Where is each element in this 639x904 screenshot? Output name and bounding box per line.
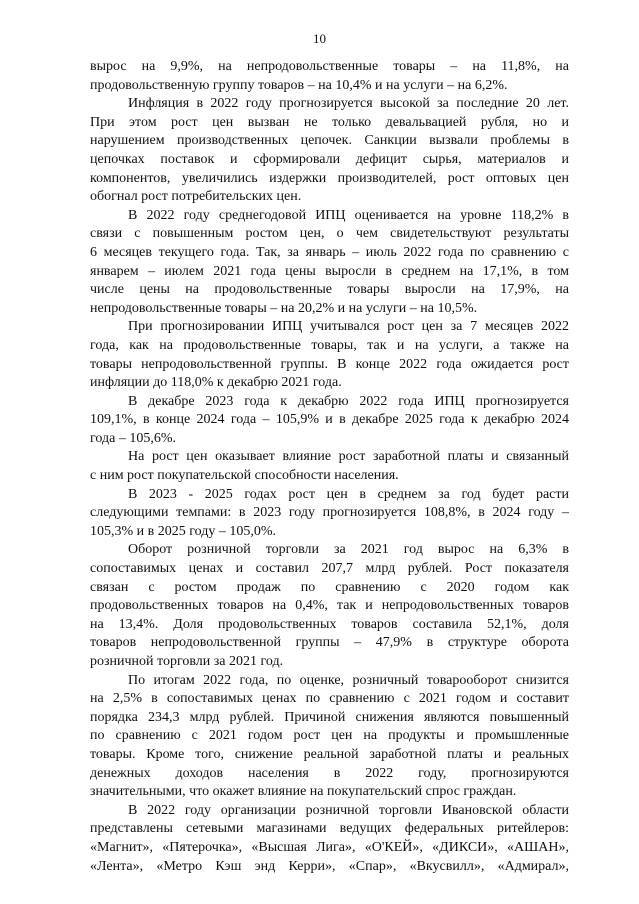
text-line: В 2023 - 2025 годах рост цен в среднем за год будет расти: [128, 486, 569, 502]
text-line: связан с ростом продаж по сравнению с 2020 годом как: [90, 579, 569, 595]
text-line: вырос на 9,9%, на непродовольственные товары – на 11,8%, на: [90, 59, 569, 74]
paragraph: [90, 95, 569, 207]
paragraph: [90, 802, 569, 876]
text-line: В 2022 году среднегодовой ИПЦ оценивается на уровне 118,2% в: [128, 207, 569, 223]
text-line: По итогам 2022 года, по оценке, розничный товарооборот снизится: [128, 672, 569, 688]
text-line: товары. Кроме того, снижение реальной заработной платы и реальных: [90, 746, 569, 762]
text-line: В декабре 2023 года к декабрю 2022 года ИПЦ прогнозируется: [128, 393, 569, 409]
paragraph: [90, 672, 569, 802]
paragraph: [90, 486, 569, 542]
paragraph: [90, 448, 569, 485]
paragraph: [90, 541, 569, 671]
text-line: товары непродовольственной группы. В конце 2022 года ожидается рост: [90, 356, 569, 372]
text-line: инфляции до 118,0% к декабрю 2021 года.: [90, 375, 342, 391]
document-body: [90, 58, 569, 876]
text-line: следующими темпами: в 2023 году прогнозируется 108,8%, в 2024 году –: [90, 505, 569, 521]
text-line: При этом рост цен вызван не только девальвацией рубля, но и: [90, 114, 569, 130]
paragraph: [90, 58, 569, 95]
text-line: года – 105,6%.: [90, 430, 176, 446]
text-line: непродовольственные товары – на 20,2% и на услуги – на 10,5%.: [90, 300, 478, 316]
text-line: цепочках поставок и сформировали дефицит сырья, материалов и: [90, 151, 569, 167]
text-line: по сравнению с 2021 годом рост цен на продукты и промышленные: [90, 728, 569, 744]
text-line: на 2,5% в сопоставимых ценах по сравнению с 2021 годом и составит: [90, 691, 569, 707]
text-line: компонентов, увеличились издержки производителей, рост оптовых цен: [90, 170, 569, 186]
text-line: 6 месяцев текущего года. Так, за январь – июль 2022 года по сравнению с: [90, 244, 569, 260]
page-number: 10: [313, 31, 326, 46]
text-line: года, как на продовольственные товары, так и на услуги, а также на: [90, 337, 569, 353]
text-line: «Магнит», «Пятерочка», «Высшая Лига», «О'КЕЙ», «ДИКСИ», «АШАН»,: [90, 839, 569, 855]
text-line: 109,1%, в конце 2024 года – 105,9% и в декабре 2025 года к декабрю 2024: [90, 412, 569, 428]
text-line: числе цены на продовольственные товары выросли на 17,9%, на: [90, 282, 569, 298]
text-line: При прогнозировании ИПЦ учитывался рост цен за 7 месяцев 2022: [128, 319, 569, 335]
text-line: В 2022 году организации розничной торговли Ивановской области: [128, 802, 569, 818]
text-line: денежных доходов населения в 2022 году, прогнозируются: [90, 765, 569, 781]
text-line: значительными, что окажет влияние на покупательский спрос граждан.: [90, 784, 517, 800]
text-line: На рост цен оказывает влияние рост заработной платы и связанный: [128, 449, 569, 465]
text-line: Оборот розничной торговли за 2021 год вырос на 6,3% в: [128, 542, 569, 558]
paragraph: [90, 318, 569, 392]
text-line: продовольственных товаров на 0,4%, так и непродовольственных товаров: [90, 598, 569, 614]
text-line: связи с повышенным ростом цен, о чем свидетельствуют результаты: [90, 226, 569, 242]
text-line: на 13,4%. Доля продовольственных товаров составила 52,1%, доля: [90, 616, 569, 632]
text-line: с ним рост покупательской способности населения.: [90, 468, 399, 484]
text-line: представлены сетевыми магазинами ведущих федеральных ритейлеров:: [90, 821, 569, 837]
text-line: «Лента», «Метро Кэш энд Керри», «Спар», «Вкусвилл», «Адмирал»,: [90, 858, 569, 874]
text-line: товаров непродовольственной группы – 47,9% в структуре оборота: [90, 635, 569, 651]
text-line: 105,3% и в 2025 году – 105,0%.: [90, 523, 277, 539]
text-line: январем – июлем 2021 года цены выросли в среднем на 17,1%, в том: [90, 263, 569, 279]
text-line: сопоставимых ценах и составил 207,7 млрд рублей. Рост показателя: [90, 561, 569, 577]
text-line: порядка 234,3 млрд рублей. Причиной снижения являются повышенный: [90, 709, 569, 725]
text-line: Инфляция в 2022 году прогнозируется высокой за последние 20 лет.: [128, 96, 569, 112]
text-line: обогнал рост потребительских цен.: [90, 189, 302, 205]
text-line: розничной торговли за 2021 год.: [90, 654, 284, 669]
text-line: нарушением производственных цепочек. Санкции вызвали проблемы в: [90, 133, 569, 149]
paragraph: [90, 207, 569, 319]
text-line: продовольственную группу товаров – на 10,4% и на услуги – на 6,2%.: [90, 77, 508, 93]
paragraph: [90, 393, 569, 449]
